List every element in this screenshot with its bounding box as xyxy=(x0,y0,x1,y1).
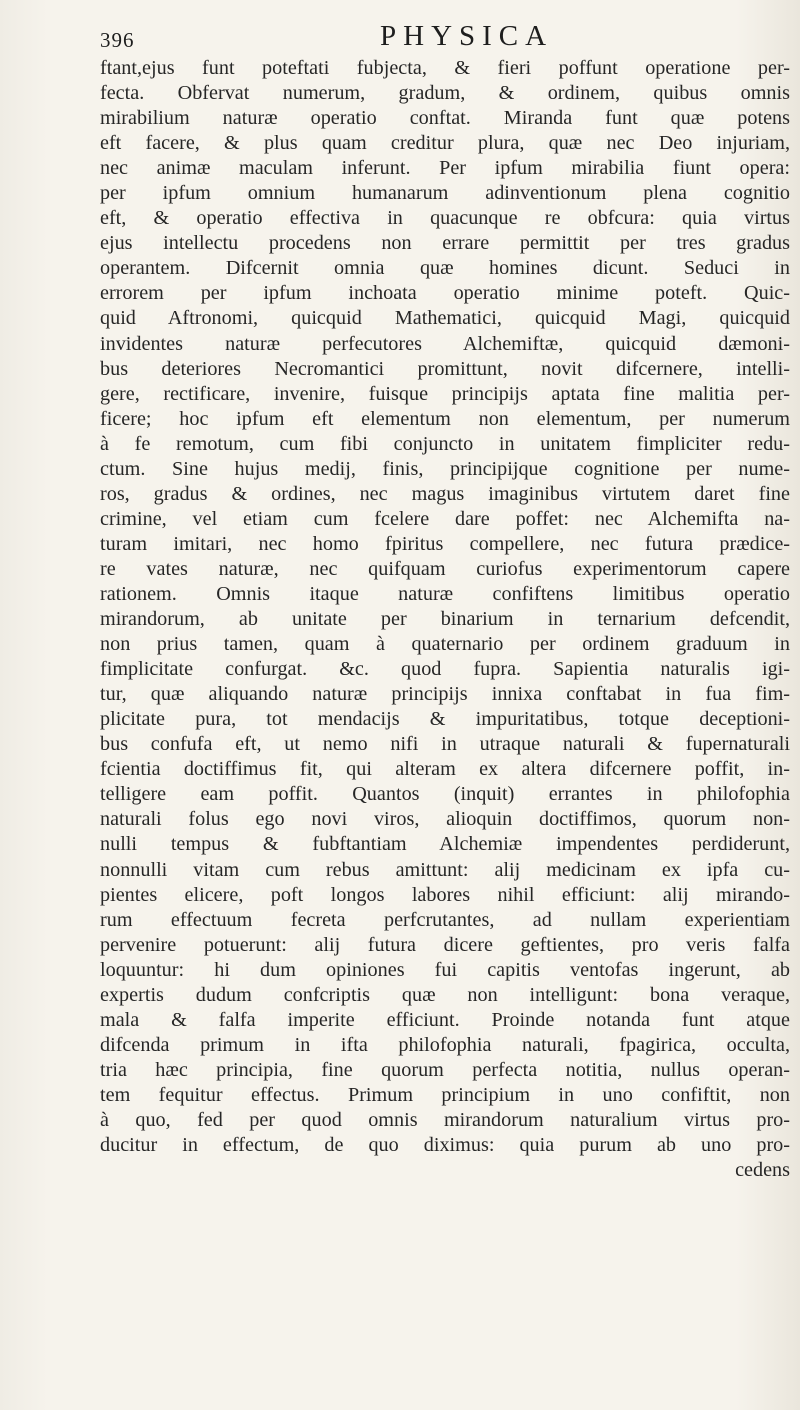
text-line: re vates naturæ, nec quifquam curiofus experimentorum capere xyxy=(100,557,790,580)
text-line: nulli tempus & fubftantiam Alchemiæ impendentes perdiderunt, xyxy=(100,833,790,856)
text-line: eft facere, & plus quam creditur plura, quæ nec Deo injuriam, xyxy=(100,132,790,155)
text-line: ducitur in effectum, de quo diximus: quia purum ab uno pro- xyxy=(100,1134,790,1157)
text-line: tria hæc principia, fine quorum perfecta notitia, nullus operan- xyxy=(100,1058,790,1081)
body-text xyxy=(100,56,790,1183)
text-line: tur, quæ aliquando naturæ principijs innixa conftabat in fua fim- xyxy=(100,683,790,706)
text-line: tem fequitur effectus. Primum principium in uno confiftit, non xyxy=(100,1083,790,1106)
text-line: telligere eam poffit. Quantos (inquit) errantes in philofophia xyxy=(100,783,790,806)
text-line: fcientia doctiffimus fit, qui alteram ex altera difcernere poffit, in- xyxy=(100,758,790,781)
text-line: non prius tamen, quam à quaternario per ordinem graduum in xyxy=(100,633,790,656)
text-line: nec animæ maculam inferunt. Per ipfum mirabilia fiunt opera: xyxy=(100,157,790,180)
text-line: expertis dudum confcriptis quæ non intelligunt: bona veraque, xyxy=(100,983,790,1006)
text-line: turam imitari, nec homo fpiritus compellere, nec futura prædice- xyxy=(100,532,790,555)
text-line: per ipfum omnium humanarum adinventionum plena cognitio xyxy=(100,182,790,205)
text-line: mirabilium naturæ operatio conftat. Miranda funt quæ potens xyxy=(100,107,790,130)
text-line: ficere; hoc ipfum eft elementum non elementum, per numerum xyxy=(100,407,790,430)
text-line: plicitate pura, tot mendacijs & impuritatibus, totque deceptioni- xyxy=(100,708,790,731)
text-line: operantem. Difcernit omnia quæ homines dicunt. Seduci in xyxy=(100,257,790,280)
text-line: mirandorum, ab unitate per binarium in ternarium defcendit, xyxy=(100,608,790,631)
text-line: naturali folus ego novi viros, alioquin doctiffimos, quorum non- xyxy=(100,808,790,831)
text-line: fimplicitate confurgat. &c. quod fupra. Sapientia naturalis igi- xyxy=(100,658,790,681)
text-line: loquuntur: hi dum opiniones fui capitis ventofas ingerunt, ab xyxy=(100,958,790,981)
text-line: cedens xyxy=(735,1159,790,1182)
text-line: errorem per ipfum inchoata operatio minime poteft. Quic- xyxy=(100,282,790,305)
text-line: bus confufa eft, ut nemo nifi in utraque naturali & fupernaturali xyxy=(100,733,790,756)
text-line: quid Aftronomi, quicquid Mathematici, quicquid Magi, quicquid xyxy=(100,307,790,330)
text-line: ctum. Sine hujus medij, finis, principijque cognitione per nume- xyxy=(100,457,790,480)
text-line: difcenda primum in ifta philofophia naturali, fpagirica, occulta, xyxy=(100,1033,790,1056)
text-line: pientes elicere, poft longos labores nihil efficiunt: alij mirando- xyxy=(100,883,790,906)
text-line: fecta. Obfervat numerum, gradum, & ordinem, quibus omnis xyxy=(100,82,790,105)
text-line: à quo, fed per quod omnis mirandorum naturalium virtus pro- xyxy=(100,1108,790,1131)
text-line: rationem. Omnis itaque naturæ confiftens limitibus operatio xyxy=(100,582,790,605)
text-line: eft, & operatio effectiva in quacunque re obfcura: quia virtus xyxy=(100,207,790,230)
text-line: à fe remotum, cum fibi conjuncto in unitatem fimpliciter redu- xyxy=(100,432,790,455)
text-line: ejus intellectu procedens non errare permittit per tres gradus xyxy=(100,232,790,255)
page-header xyxy=(100,20,790,56)
text-line: nonnulli vitam cum rebus amittunt: alij medicinam ex ipfa cu- xyxy=(100,858,790,881)
page-number: 396 xyxy=(100,28,135,52)
text-line: rum effectuum fecreta perfcrutantes, ad nullam experientiam xyxy=(100,908,790,931)
text-line: crimine, vel etiam cum fcelere dare poffet: nec Alchemifta na- xyxy=(100,507,790,530)
text-line: invidentes naturæ perfecutores Alchemiftæ, quicquid dæmoni- xyxy=(100,332,790,355)
text-line: bus deteriores Necromantici promittunt, novit difcernere, intelli- xyxy=(100,357,790,380)
running-head: PHYSICA xyxy=(380,20,554,52)
text-line: gere, rectificare, invenire, fuisque principijs aptata fine malitia per- xyxy=(100,382,790,405)
text-line: pervenire potuerunt: alij futura dicere geftientes, pro veris falfa xyxy=(100,933,790,956)
text-line: mala & falfa imperite efficiunt. Proinde notanda funt atque xyxy=(100,1008,790,1031)
text-line: ftant,ejus funt poteftati fubjecta, & fieri poffunt operatione per- xyxy=(100,57,790,79)
text-line: ros, gradus & ordines, nec magus imaginibus virtutem daret fine xyxy=(100,482,790,505)
